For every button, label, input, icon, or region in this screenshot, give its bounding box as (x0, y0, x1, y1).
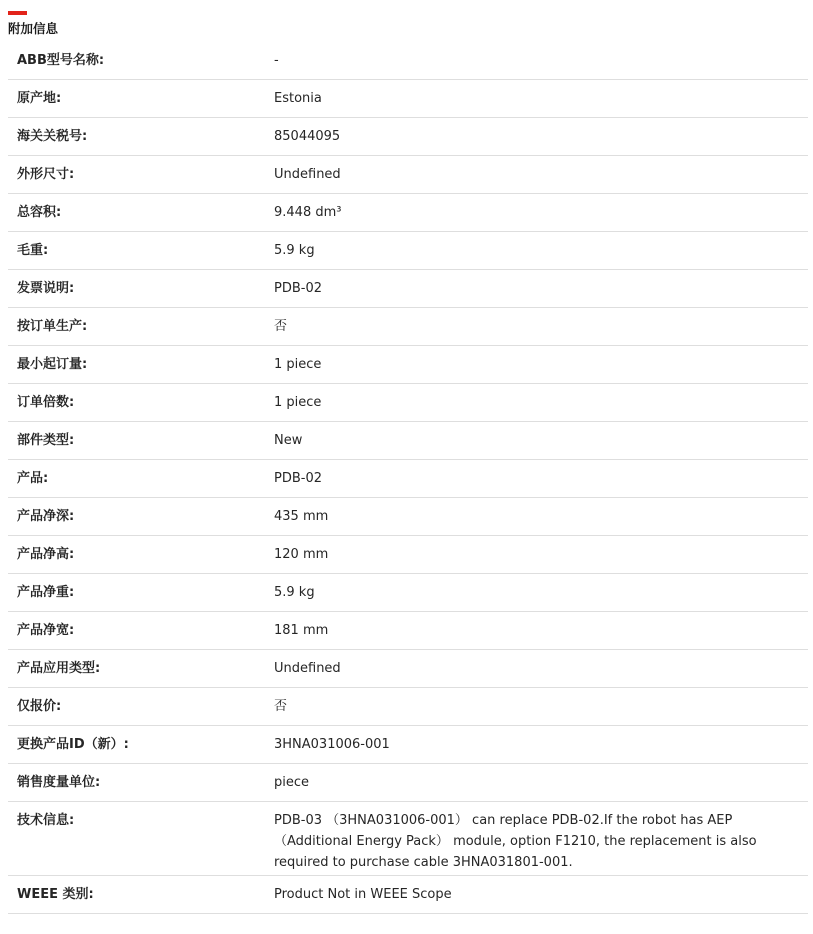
attr-row-country-of-origin (8, 80, 808, 118)
attr-label: 发票说明: (17, 281, 75, 296)
attr-row-replacement-product-id (8, 726, 808, 764)
attr-value: 9.448 dm³ (274, 205, 342, 220)
attr-row-gross-weight (8, 232, 808, 270)
attr-label: 产品应用类型: (17, 661, 101, 676)
attr-value: Estonia (274, 91, 322, 106)
attr-row-dimensions (8, 156, 808, 194)
attr-value: 85044095 (274, 129, 341, 144)
attr-value: 1 piece (274, 395, 322, 410)
attr-value: Undefined (274, 167, 341, 182)
attr-value: 1 piece (274, 357, 322, 372)
attr-row-technical-information (8, 802, 808, 876)
attr-value: 否 (274, 319, 288, 334)
attr-row-product-name (8, 460, 808, 498)
attr-row-part-type (8, 422, 808, 460)
attr-value: 120 mm (274, 547, 329, 562)
attr-label: 按订单生产: (17, 319, 88, 334)
attr-value: PDB-02 (274, 471, 323, 486)
attr-row-abb-type-designation (8, 42, 808, 80)
attr-label: 部件类型: (17, 433, 75, 448)
attr-label: 最小起订量: (17, 357, 88, 372)
attr-row-minimum-order-quantity (8, 346, 808, 384)
attr-row-customs-tariff (8, 118, 808, 156)
attr-label: 产品净重: (17, 585, 75, 600)
attr-label: 原产地: (17, 91, 62, 106)
attr-row-product-application-type (8, 650, 808, 688)
attr-label: 销售度量单位: (17, 775, 101, 790)
attr-label: 产品净深: (17, 509, 75, 524)
attr-label: 产品: (17, 471, 49, 486)
attr-row-product-net-depth (8, 498, 808, 536)
attr-label: ABB型号名称: (17, 53, 105, 68)
attr-label: 更换产品ID（新）: (17, 737, 129, 752)
attr-value: 5.9 kg (274, 585, 315, 600)
attr-row-weee-category (8, 876, 808, 914)
attr-row-gross-volume (8, 194, 808, 232)
attr-row-product-net-weight (8, 574, 808, 612)
attr-value: 435 mm (274, 509, 329, 524)
attr-row-made-to-order (8, 308, 808, 346)
attr-value: 5.9 kg (274, 243, 315, 258)
attr-value: 3HNA031006-001 (274, 737, 390, 752)
attr-row-product-net-width (8, 612, 808, 650)
section-accent-bar (8, 11, 27, 15)
attr-value: piece (274, 775, 310, 790)
attr-label: 仅报价: (17, 699, 62, 714)
attr-value: PDB-03 （3HNA031006-001） can replace PDB-02.If the robot has AEP （Additional Energy Pack） module, option F1210, the replacement is also required to purchase cable 3HNA031801-001. (274, 813, 757, 870)
attr-label: 产品净高: (17, 547, 75, 562)
attr-value: 181 mm (274, 623, 329, 638)
attr-value: - (274, 53, 279, 68)
attr-label: 技术信息: (17, 813, 75, 828)
attr-label: 海关关税号: (17, 129, 88, 144)
attr-value: 否 (274, 699, 288, 714)
attr-row-selling-unit-of-measure (8, 764, 808, 802)
attr-label: 订单倍数: (17, 395, 75, 410)
attr-label: 外形尺寸: (17, 167, 75, 182)
attr-value: PDB-02 (274, 281, 323, 296)
attr-row-quote-only (8, 688, 808, 726)
attr-label: 毛重: (17, 243, 49, 258)
attr-value: New (274, 433, 303, 448)
attr-row-invoice-description (8, 270, 808, 308)
attr-label: 产品净宽: (17, 623, 75, 638)
attr-value: Product Not in WEEE Scope (274, 887, 452, 902)
attr-row-product-net-height (8, 536, 808, 574)
attr-label: 总容积: (17, 205, 62, 220)
attributes-table (8, 42, 808, 914)
attr-label: WEEE 类别: (17, 887, 94, 902)
attr-row-order-multiple (8, 384, 808, 422)
attr-value: Undefined (274, 661, 341, 676)
section-title: 附加信息 (8, 21, 59, 36)
